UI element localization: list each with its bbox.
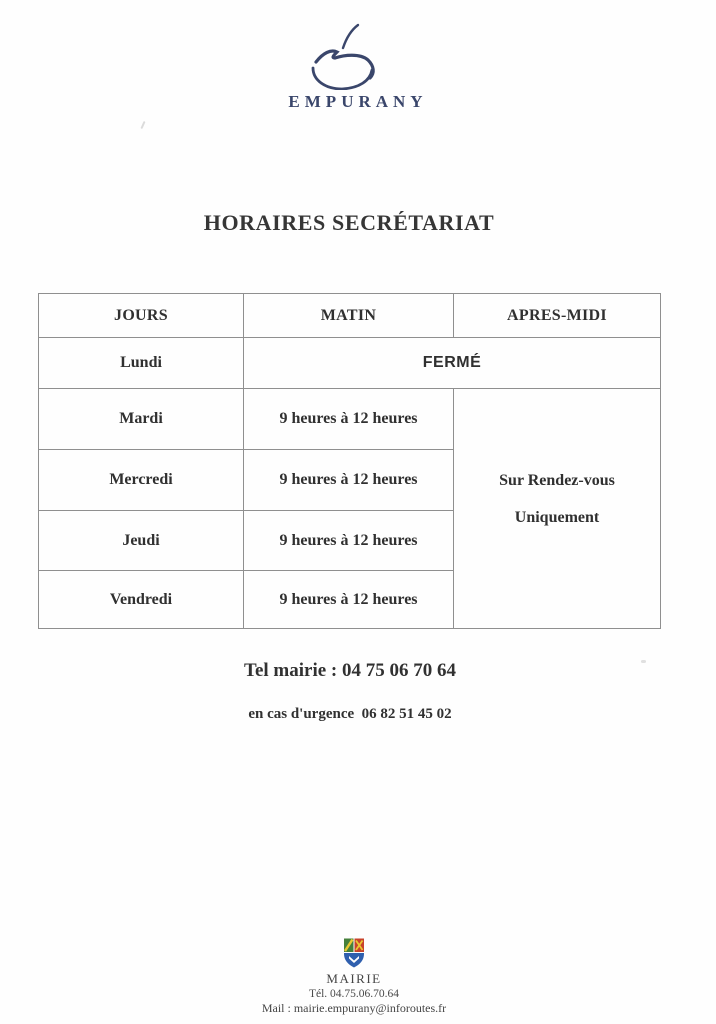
day-cell-mercredi: Mercredi <box>39 450 244 511</box>
header-row <box>39 294 661 338</box>
emergency-phone-line: en cas d'urgence 06 82 51 45 02 <box>248 706 452 722</box>
hours-cell-vendredi: 9 heures à 12 heures <box>244 571 454 629</box>
footer-email: Mail : mairie.empurany@inforoutes.fr <box>261 1001 447 1015</box>
table-row-lundi <box>39 338 661 389</box>
footer-org: MAIRIE <box>326 971 382 986</box>
column-header-apres-midi: APRES-MIDI <box>454 294 661 338</box>
schedule-table <box>38 293 661 629</box>
apple-logo-icon <box>306 22 382 90</box>
page-title: HORAIRES SECRÉTARIAT <box>203 210 495 235</box>
apple-bottom-outline <box>313 68 372 89</box>
footer-phone: Tél. 04.75.06.70.64 <box>308 988 400 1000</box>
day-cell-vendredi: Vendredi <box>39 571 244 629</box>
column-header-matin: MATIN <box>244 294 454 338</box>
apple-stem <box>343 25 358 48</box>
day-cell-lundi: Lundi <box>39 338 244 389</box>
logo-wordmark: EMPURANY <box>288 92 428 111</box>
apple-top-outline <box>316 51 373 78</box>
afternoon-note-line2: Uniquement <box>514 508 600 526</box>
column-header-jours: JOURS <box>39 294 244 338</box>
day-cell-mardi: Mardi <box>39 389 244 450</box>
footer <box>0 938 708 1016</box>
town-hall-phone-line: Tel mairie : 04 75 06 70 64 <box>244 660 456 681</box>
coat-of-arms-icon <box>343 938 365 968</box>
afternoon-note-cell <box>454 389 661 629</box>
scan-smudge <box>641 660 646 663</box>
table-row-mardi <box>39 389 661 450</box>
closed-cell: FERMÉ <box>244 338 661 389</box>
scan-smudge <box>140 121 145 129</box>
hours-cell-mercredi: 9 heures à 12 heures <box>244 450 454 511</box>
day-cell-jeudi: Jeudi <box>39 511 244 571</box>
afternoon-note-line1: Sur Rendez-vous <box>499 471 615 489</box>
hours-cell-jeudi: 9 heures à 12 heures <box>244 511 454 571</box>
hours-cell-mardi: 9 heures à 12 heures <box>244 389 454 450</box>
